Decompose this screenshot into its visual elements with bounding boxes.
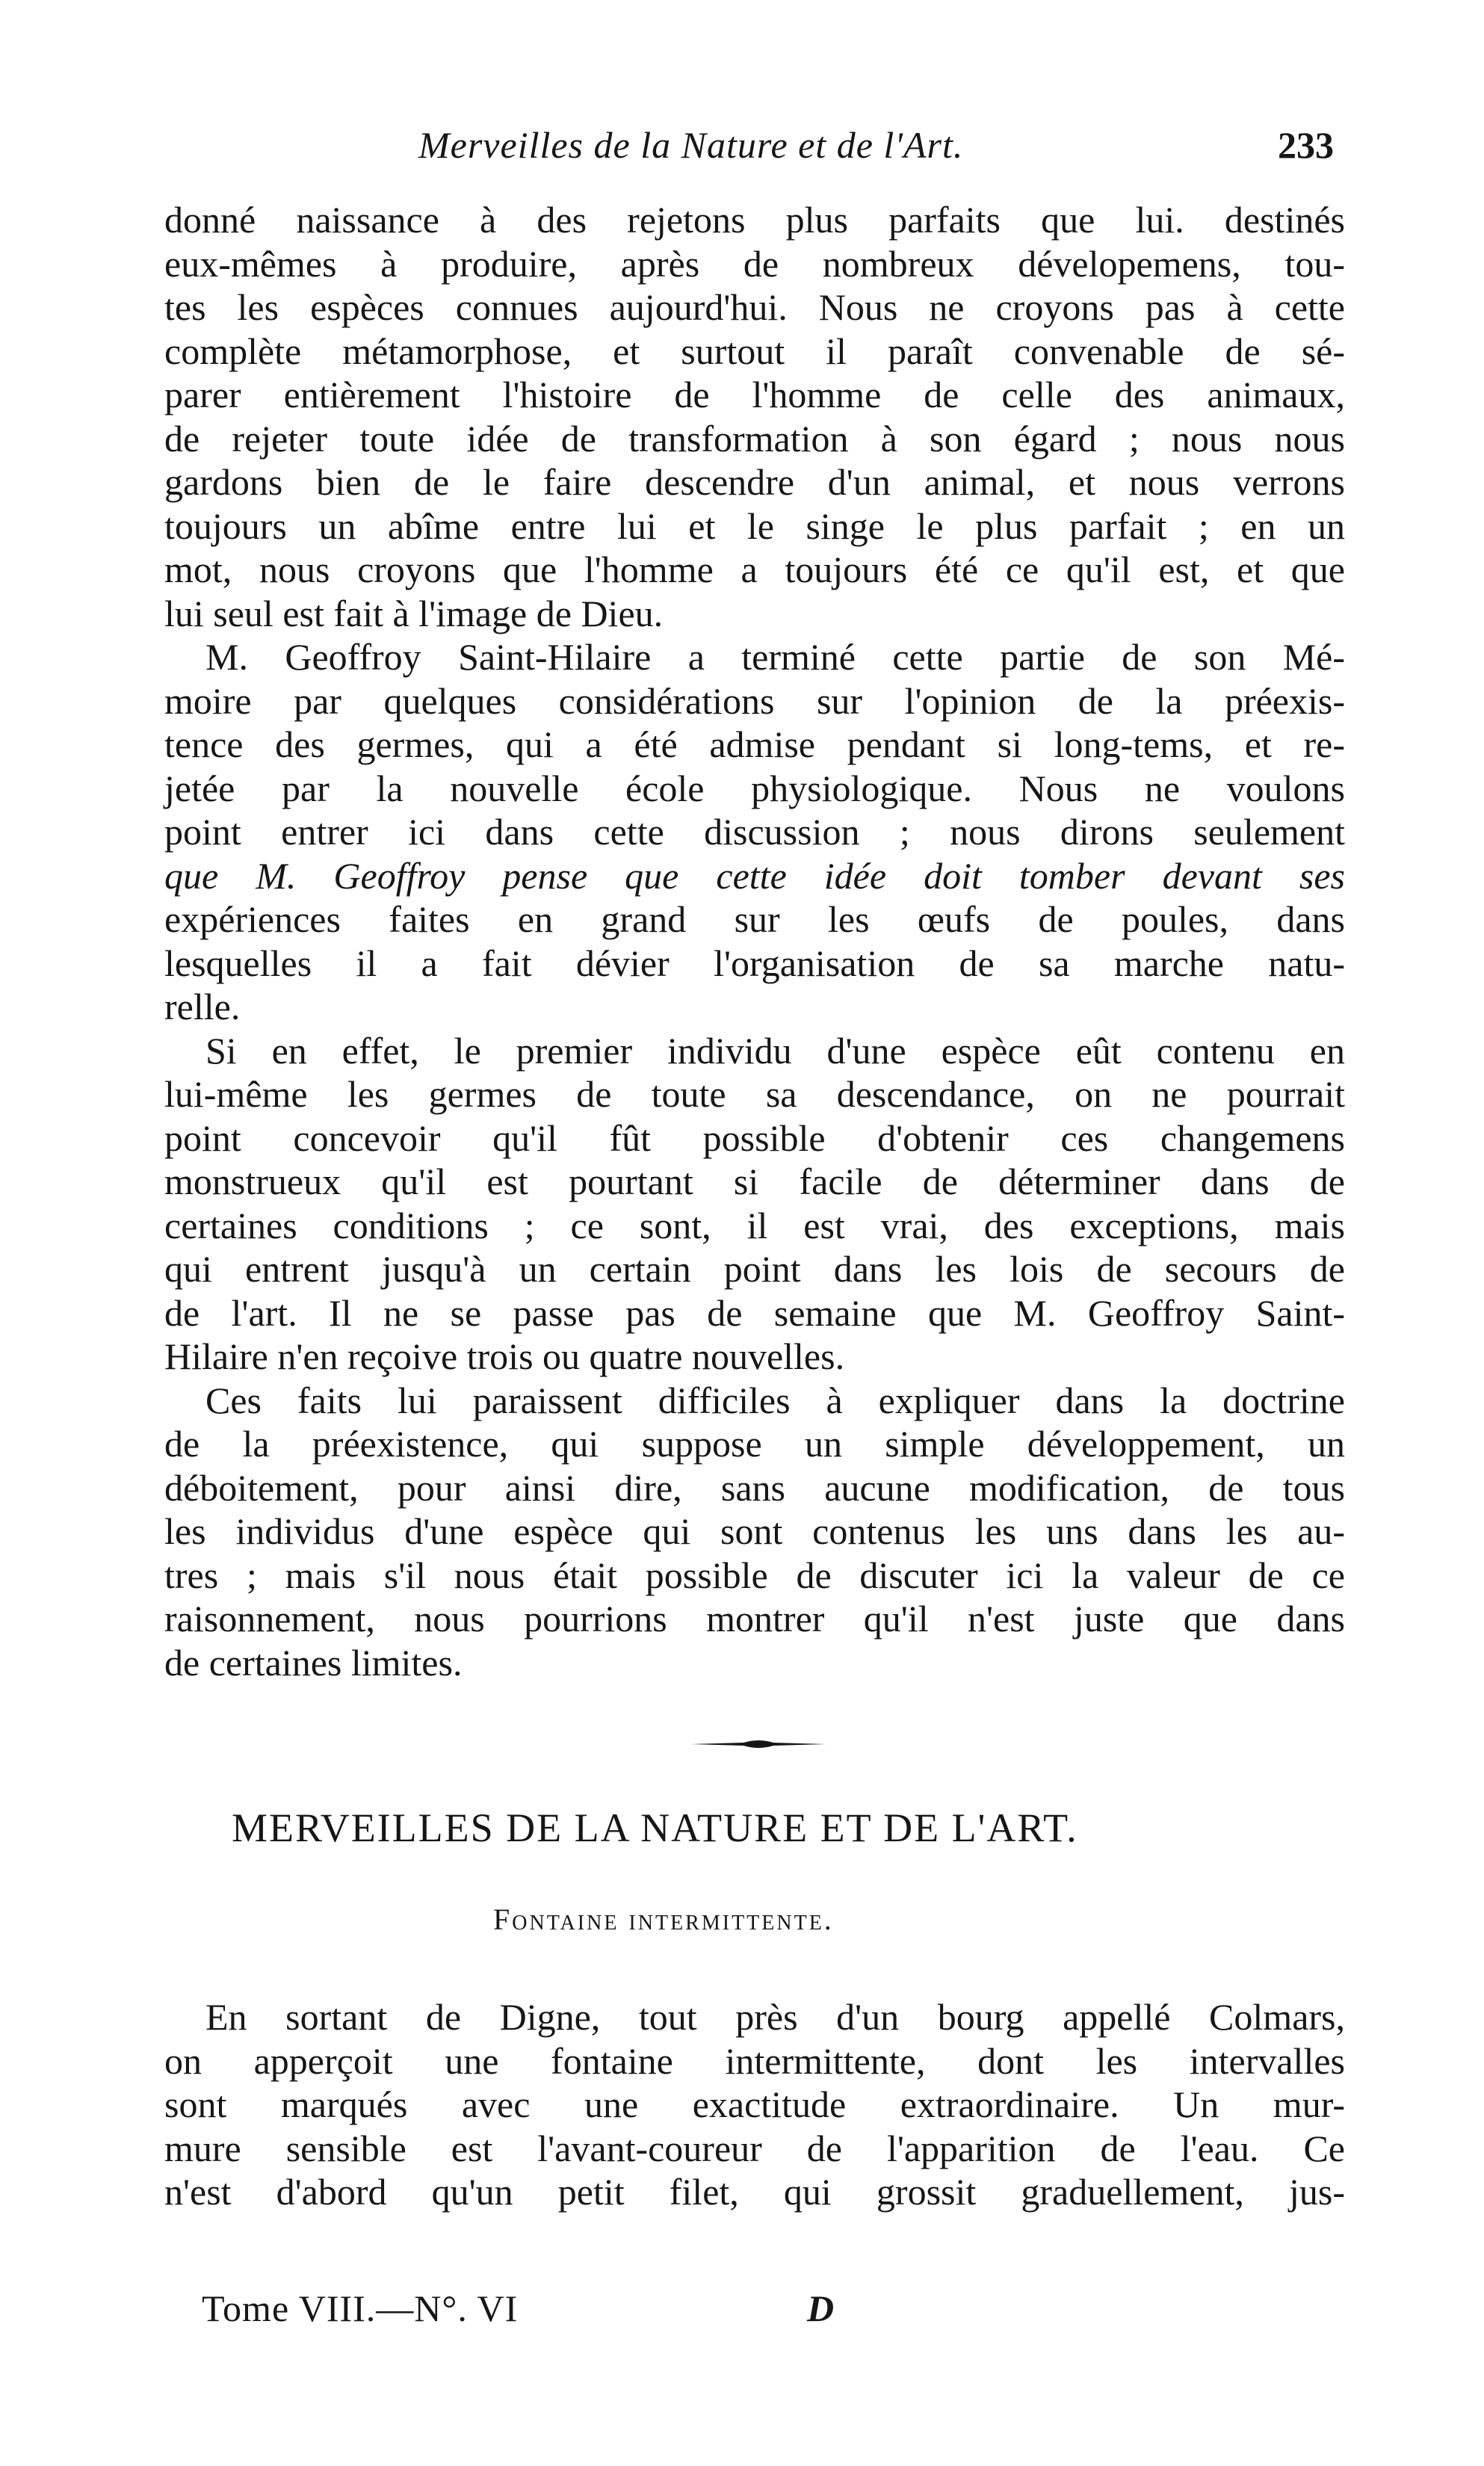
- text-line: donné naissance à des rejetons plus parfaits que lui. destinés: [164, 199, 1345, 241]
- text-line: En sortant de Digne, tout près d'un bourg appellé Colmars,: [205, 1996, 1345, 2038]
- text-line: mot, nous croyons que l'homme a toujours été ce qu'il est, et que: [164, 548, 1345, 590]
- text-line: de rejeter toute idée de transformation à son égard ; nous nous: [164, 417, 1345, 460]
- text-line: M. Geoffroy Saint-Hilaire a terminé cette partie de son Mé-: [205, 636, 1345, 678]
- text-line: de l'art. Il ne se passe pas de semaine que M. Geoffroy Saint-: [164, 1291, 1345, 1334]
- text-line: on apperçoit une fontaine intermittente, dont les intervalles: [164, 2039, 1345, 2082]
- text-line: n'est d'abord qu'un petit filet, qui grossit graduellement, jus-: [164, 2171, 1345, 2213]
- section-title: MERVEILLES DE LA NATURE ET DE L'ART.: [232, 1805, 1078, 1850]
- volume-signature: Tome VIII.—N°. VI: [202, 2287, 519, 2329]
- text-line: qui entrent jusqu'à un certain point dans les lois de secours de: [164, 1248, 1345, 1290]
- text-line: lui-même les germes de toute sa descendance, on ne pourrait: [164, 1073, 1345, 1115]
- signature-mark: D: [807, 2287, 835, 2329]
- text-line: certaines conditions ; ce sont, il est vrai, des exceptions, mais: [164, 1204, 1345, 1246]
- text-line: moire par quelques considérations sur l'opinion de la préexis-: [164, 679, 1345, 722]
- text-line: lui seul est fait à l'image de Dieu.: [164, 592, 664, 634]
- text-line: relle.: [164, 986, 241, 1028]
- text-line: de certaines limites.: [164, 1641, 463, 1684]
- text-line: jetée par la nouvelle école physiologique. Nous ne voulons: [164, 767, 1345, 809]
- lower-text-block: [164, 1995, 1345, 2214]
- text-line: tres ; mais s'il nous était possible de discuter ici la valeur de ce: [164, 1554, 1345, 1596]
- text-line: que M. Geoffroy pense que cette idée doit tomber devant ses: [164, 854, 1345, 897]
- running-head: Merveilles de la Nature et de l'Art.: [418, 124, 964, 166]
- text-line: monstrueux qu'il est pourtant si facile de déterminer dans de: [164, 1161, 1345, 1202]
- text-line: eux-mêmes à produire, après de nombreux dévelopemens, tou-: [164, 242, 1345, 285]
- text-line: tence des germes, qui a été admise pendant si long-tems, et re-: [164, 723, 1345, 765]
- text-line: raisonnement, nous pourrions montrer qu'il n'est juste que dans: [164, 1598, 1345, 1640]
- text-line: toujours un abîme entre lui et le singe le plus parfait ; en un: [164, 504, 1345, 547]
- text-line: parer entièrement l'histoire de l'homme de celle des animaux,: [164, 374, 1345, 415]
- page-number: 233: [1278, 124, 1334, 166]
- text-line: gardons bien de le faire descendre d'un animal, et nous verrons: [164, 461, 1345, 503]
- text-line: Hilaire n'en reçoive trois ou quatre nouvelles.: [164, 1335, 845, 1377]
- subsection-title: Fontaine intermittente.: [493, 1903, 834, 1936]
- text-line: Si en effet, le premier individu d'une espèce eût contenu en: [205, 1029, 1345, 1072]
- text-line: mure sensible est l'avant-coureur de l'apparition de l'eau. Ce: [164, 2127, 1345, 2169]
- text-line: point concevoir qu'il fût possible d'obtenir ces changemens: [164, 1116, 1345, 1159]
- upper-text-block: [164, 198, 1345, 1684]
- text-line: tes les espèces connues aujourd'hui. Nous ne croyons pas à cette: [164, 286, 1345, 328]
- text-line: point entrer ici dans cette discussion ; nous dirons seulement: [164, 811, 1345, 853]
- text-line: les individus d'une espèce qui sont contenus les uns dans les au-: [164, 1510, 1345, 1552]
- text-line: déboitement, pour ainsi dire, sans aucune modification, de tous: [164, 1466, 1345, 1509]
- text-line: complète métamorphose, et surtout il paraît convenable de sé-: [164, 330, 1345, 372]
- section-divider: [691, 1738, 826, 1750]
- text-line: lesquelles il a fait dévier l'organisation de sa marche natu-: [164, 942, 1345, 984]
- text-line: expériences faites en grand sur les œufs de poules, dans: [164, 898, 1345, 940]
- text-line: Ces faits lui paraissent difficiles à expliquer dans la doctrine: [205, 1379, 1345, 1421]
- text-line: de la préexistence, qui suppose un simple développement, un: [164, 1423, 1345, 1465]
- text-line: sont marqués avec une exactitude extraordinaire. Un mur-: [164, 2083, 1345, 2125]
